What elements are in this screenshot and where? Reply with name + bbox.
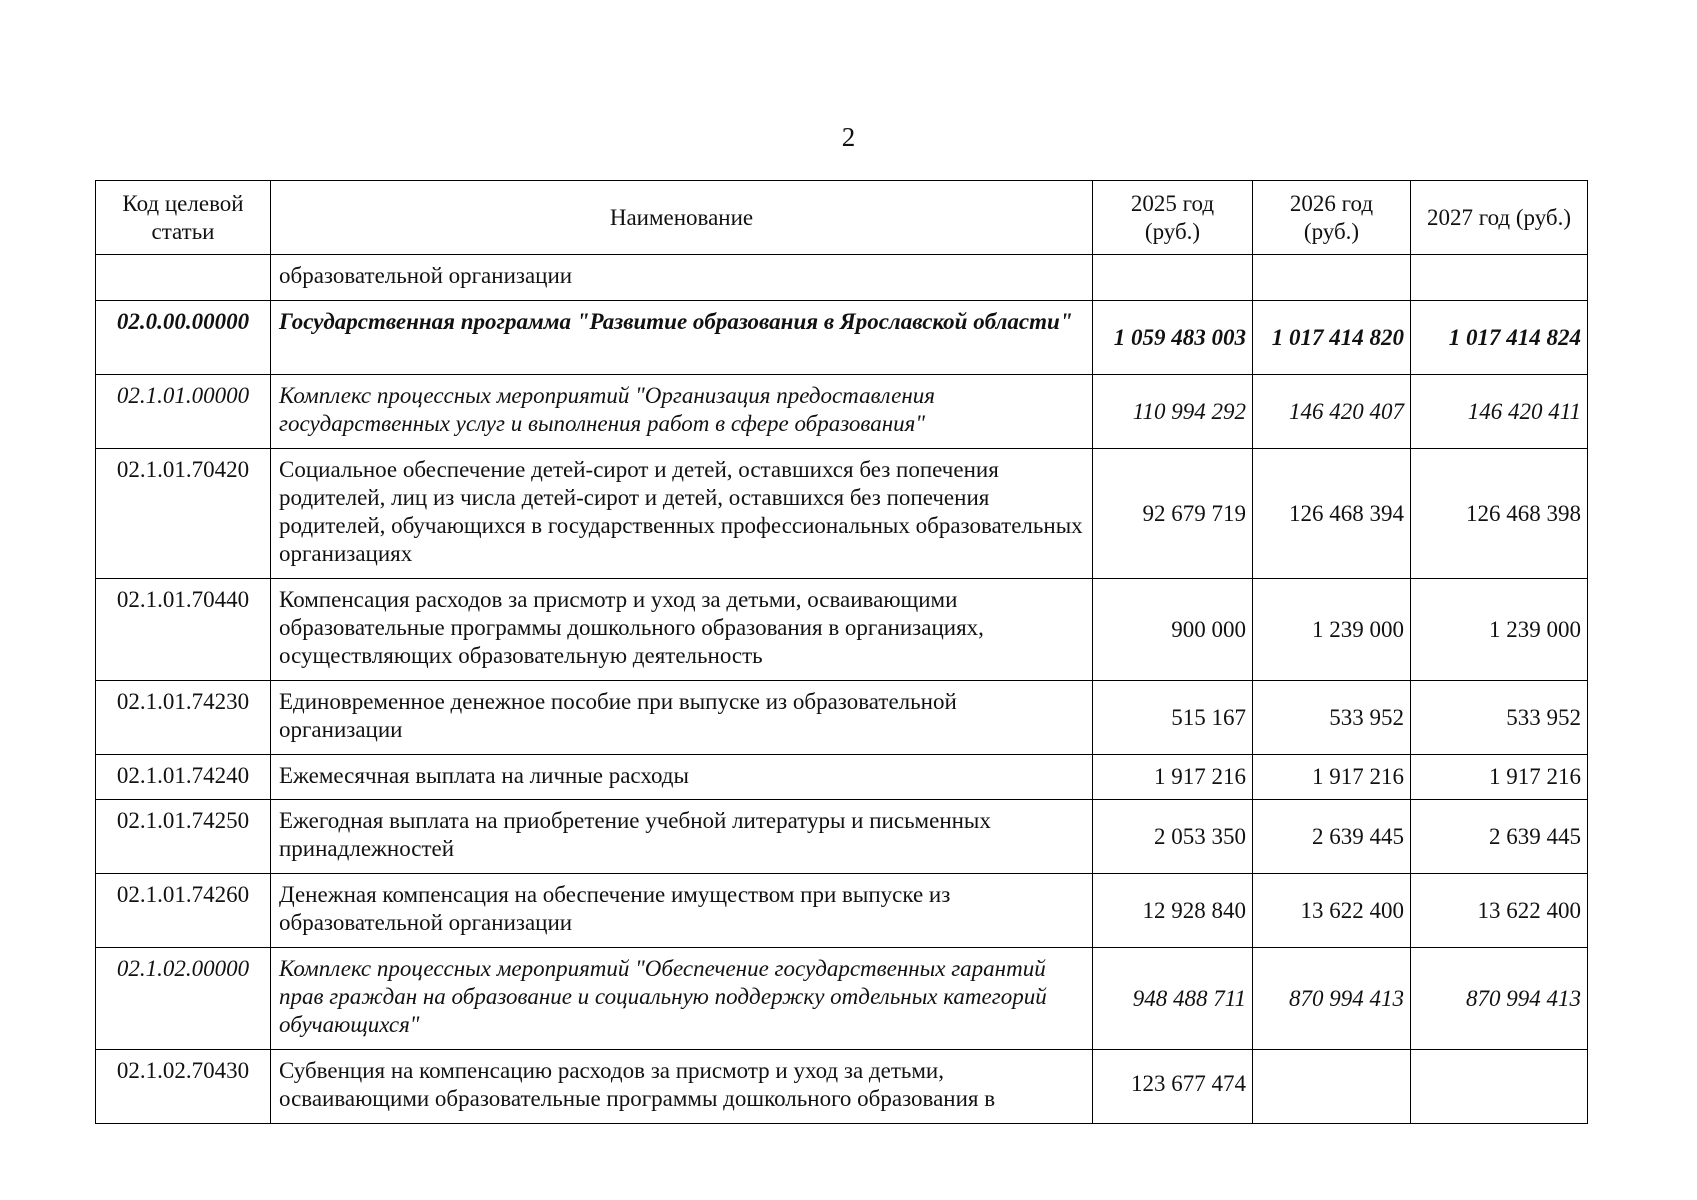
row-2027: 126 468 398 [1411, 449, 1588, 579]
row-2025: 110 994 292 [1093, 375, 1253, 449]
row-2027: 1 917 216 [1411, 755, 1588, 800]
row-2025: 900 000 [1093, 579, 1253, 681]
row-code: 02.1.02.00000 [96, 948, 271, 1050]
row-2026: 2 639 445 [1253, 800, 1411, 874]
row-2026: 146 420 407 [1253, 375, 1411, 449]
row-2026: 533 952 [1253, 681, 1411, 755]
row-2025: 948 488 711 [1093, 948, 1253, 1050]
row-2025: 92 679 719 [1093, 449, 1253, 579]
table-row [96, 255, 1588, 301]
header-name: Наименование [271, 181, 1093, 255]
table-header-row [96, 181, 1588, 255]
row-code [96, 255, 271, 301]
budget-table [95, 180, 1588, 1124]
row-2026: 1 917 216 [1253, 755, 1411, 800]
row-code: 02.1.02.70430 [96, 1050, 271, 1124]
row-2025 [1093, 255, 1253, 301]
row-2025: 2 053 350 [1093, 800, 1253, 874]
row-name: образовательной организации [271, 255, 1093, 301]
row-2027: 1 239 000 [1411, 579, 1588, 681]
row-2027: 870 994 413 [1411, 948, 1588, 1050]
row-code: 02.1.01.70420 [96, 449, 271, 579]
row-code: 02.1.01.74230 [96, 681, 271, 755]
row-2027: 146 420 411 [1411, 375, 1588, 449]
table-row [96, 755, 1588, 800]
row-2025: 1 917 216 [1093, 755, 1253, 800]
row-2027 [1411, 1050, 1588, 1124]
row-name: Ежемесячная выплата на личные расходы [271, 755, 1093, 800]
table-row [96, 449, 1588, 579]
row-code: 02.0.00.00000 [96, 301, 271, 375]
table-row [96, 301, 1588, 375]
header-2027: 2027 год (руб.) [1411, 181, 1588, 255]
row-name: Государственная программа "Развитие образования в Ярославской области" [271, 301, 1093, 375]
table-row [96, 948, 1588, 1050]
row-2027: 2 639 445 [1411, 800, 1588, 874]
row-name: Денежная компенсация на обеспечение имуществом при выпуске из образовательной организации [271, 874, 1093, 948]
row-2026: 126 468 394 [1253, 449, 1411, 579]
row-2027: 533 952 [1411, 681, 1588, 755]
header-2026: 2026 год (руб.) [1253, 181, 1411, 255]
row-name: Комплекс процессных мероприятий "Обеспечение государственных гарантий прав граждан на образование и социальную поддержку отдельных категорий обучающихся" [271, 948, 1093, 1050]
row-name: Единовременное денежное пособие при выпуске из образовательной организации [271, 681, 1093, 755]
row-2026 [1253, 255, 1411, 301]
row-2025: 123 677 474 [1093, 1050, 1253, 1124]
row-name: Компенсация расходов за присмотр и уход за детьми, осваивающими образовательные программы дошкольного образования в организациях, осуществляющих образовательную деятельность [271, 579, 1093, 681]
page-number: 2 [841, 122, 856, 152]
row-code: 02.1.01.70440 [96, 579, 271, 681]
row-code: 02.1.01.74250 [96, 800, 271, 874]
row-2027: 13 622 400 [1411, 874, 1588, 948]
table-row [96, 800, 1588, 874]
row-2026: 870 994 413 [1253, 948, 1411, 1050]
row-name: Комплекс процессных мероприятий "Организация предоставления государственных услуг и выполнения работ в сфере образования" [271, 375, 1093, 449]
row-2026: 13 622 400 [1253, 874, 1411, 948]
header-code: Код целевой статьи [96, 181, 271, 255]
row-name: Социальное обеспечение детей-сирот и детей, оставшихся без попечения родителей, лиц из числа детей-сирот и детей, оставшихся без попечения родителей, обучающихся в государственных профессиональных образовательных организациях [271, 449, 1093, 579]
row-2027 [1411, 255, 1588, 301]
row-code: 02.1.01.74260 [96, 874, 271, 948]
row-2026 [1253, 1050, 1411, 1124]
table-row [96, 681, 1588, 755]
table-row [96, 874, 1588, 948]
table-row [96, 1050, 1588, 1124]
row-2026: 1 017 414 820 [1253, 301, 1411, 375]
row-2025: 515 167 [1093, 681, 1253, 755]
row-name: Ежегодная выплата на приобретение учебной литературы и письменных принадлежностей [271, 800, 1093, 874]
table-row [96, 375, 1588, 449]
row-2025: 1 059 483 003 [1093, 301, 1253, 375]
row-code: 02.1.01.00000 [96, 375, 271, 449]
header-2025: 2025 год (руб.) [1093, 181, 1253, 255]
row-code: 02.1.01.74240 [96, 755, 271, 800]
row-name: Субвенция на компенсацию расходов за присмотр и уход за детьми, осваивающими образовательные программы дошкольного образования в [271, 1050, 1093, 1124]
row-2026: 1 239 000 [1253, 579, 1411, 681]
table-row [96, 579, 1588, 681]
row-2025: 12 928 840 [1093, 874, 1253, 948]
row-2027: 1 017 414 824 [1411, 301, 1588, 375]
